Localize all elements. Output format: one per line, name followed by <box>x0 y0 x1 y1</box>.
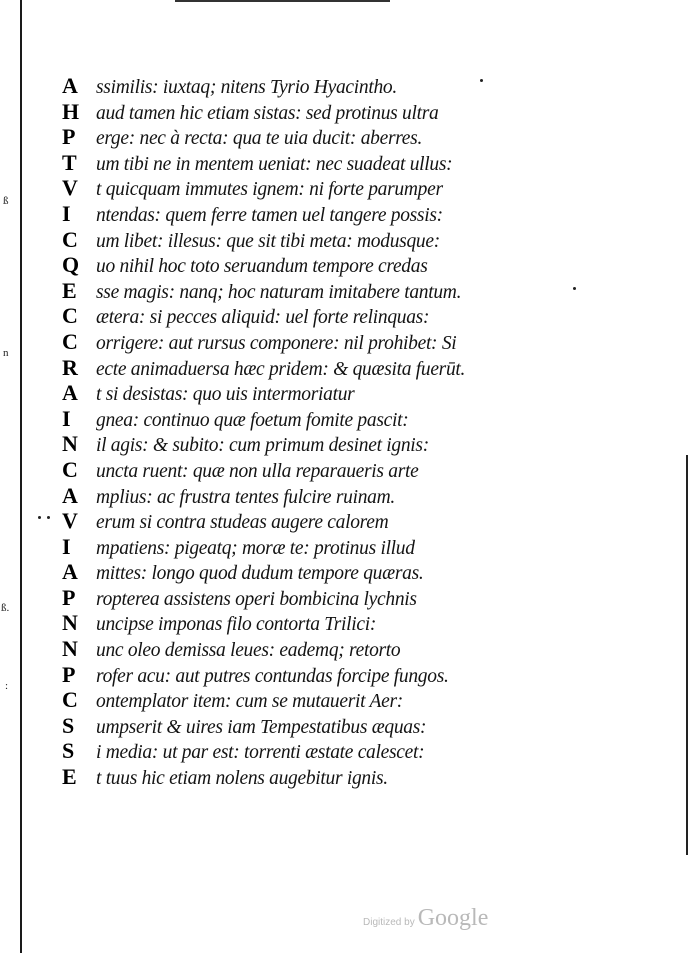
verse-line <box>62 201 642 227</box>
verse-initial: A <box>62 559 78 585</box>
page-edge-right <box>686 455 688 855</box>
verse-text: um tibi ne in mentem ueniat: nec suadeat ullus: <box>96 153 453 175</box>
verse-initial: I <box>62 200 71 226</box>
margin-mark: : <box>5 680 9 692</box>
verse-text: unc oleo demissa leues: eademq; retorto <box>96 640 401 662</box>
verse-text: i media: ut par est: torrenti æstate calescet: <box>96 742 425 764</box>
verse-text: ætera: si pecces aliquid: uel forte relinquas: <box>96 307 430 329</box>
verse-line <box>62 406 642 432</box>
ink-speck <box>38 516 41 519</box>
verse-initial: I <box>62 533 71 559</box>
verse-initial: C <box>62 226 78 252</box>
verse-initial: I <box>62 405 71 431</box>
verse-initial: C <box>62 456 78 482</box>
verse-text: erge: nec à recta: qua te uia ducit: aberres. <box>96 128 423 150</box>
verse-initial: C <box>62 687 78 713</box>
verse-line <box>62 252 642 278</box>
verse-initial: E <box>62 764 77 790</box>
verse-line <box>62 534 642 560</box>
verse-initial: A <box>62 380 78 406</box>
verse-initial: Q <box>62 252 80 278</box>
verse-line <box>62 431 642 457</box>
verse-initial: V <box>62 175 78 201</box>
verse-line <box>62 559 642 585</box>
verse-text: t quicquam immutes ignem: ni forte parumper <box>96 179 443 201</box>
verse-text: um libet: illesus: que sit tibi meta: modusque: <box>96 230 440 252</box>
verse-text: orrigere: aut rursus componere: nil prohibet: Si <box>96 332 457 354</box>
verse-initial: E <box>62 277 77 303</box>
verse-line <box>62 457 642 483</box>
verse-text: sse magis: nanq; hoc naturam imitabere tantum. <box>96 281 462 303</box>
verse-text: il agis: & subito: cum primum desinet ignis: <box>96 435 429 457</box>
verse-text: t si desistas: quo uis intermoriatur <box>96 384 355 406</box>
verse-initial: P <box>62 124 76 150</box>
verse-line <box>62 713 642 739</box>
verse-initial: C <box>62 303 78 329</box>
verse-line <box>62 355 642 381</box>
verse-text: ssimilis: iuxtaq; nitens Tyrio Hyacintho. <box>96 77 397 98</box>
verse-text: uncipse imponas filo contorta Trilici: <box>96 614 377 636</box>
verse-line <box>62 99 642 125</box>
verse-line <box>62 764 642 790</box>
top-rule <box>175 0 390 2</box>
verse-line <box>62 175 642 201</box>
verse-initial: P <box>62 584 76 610</box>
verse-line <box>62 687 642 713</box>
verse-text: ropterea assistens operi bombicina lychnis <box>96 588 417 610</box>
verse-text: ecte animaduersa hæc pridem: & quæsita fuerūt. <box>96 358 466 380</box>
verse-line <box>62 585 642 611</box>
verse-initial: A <box>62 482 78 508</box>
verse-line <box>62 508 642 534</box>
verse-text: aud tamen hic etiam sistas: sed protinus ultra <box>96 102 439 124</box>
verse-line <box>62 329 642 355</box>
verse-line <box>62 124 642 150</box>
verse-text: mittes: longo quod dudum tempore quæras. <box>96 563 424 585</box>
verse-list <box>62 73 642 790</box>
page-edge-left <box>20 0 22 953</box>
verse-text: mplius: ac frustra tentes fulcire ruinam. <box>96 486 395 508</box>
google-logo: Google <box>417 905 489 931</box>
verse-initial: R <box>62 354 78 380</box>
verse-text: uncta ruent: quæ non ulla reparaueris arte <box>96 460 419 482</box>
verse-initial: A <box>62 73 78 98</box>
verse-line <box>62 380 642 406</box>
verse-line <box>62 73 642 99</box>
google-watermark <box>363 905 488 932</box>
verse-initial: T <box>62 149 77 175</box>
verse-text: erum si contra studeas augere calorem <box>96 512 389 534</box>
verse-initial: N <box>62 431 78 457</box>
verse-line <box>62 738 642 764</box>
verse-text: t tuus hic etiam nolens augebitur ignis. <box>96 768 388 790</box>
verse-initial: N <box>62 610 78 636</box>
verse-text: umpserit & uires iam Tempestatibus æquas: <box>96 716 427 738</box>
verse-line <box>62 636 642 662</box>
verse-text: ntendas: quem ferre tamen uel tangere possis: <box>96 204 443 226</box>
margin-mark: ß. <box>1 602 10 614</box>
verse-text: gnea: continuo quæ foetum fomite pascit: <box>96 409 409 431</box>
digitized-by-label: Digitized by <box>363 917 415 928</box>
margin-mark: ß <box>3 195 9 207</box>
verse-text: rofer acu: aut putres contundas forcipe fungos. <box>96 665 449 687</box>
verse-initial: H <box>62 98 80 124</box>
verse-line <box>62 483 642 509</box>
ink-speck <box>47 516 50 519</box>
verse-initial: C <box>62 328 78 354</box>
verse-text: mpatiens: pigeatq; moræ te: protinus illud <box>96 537 415 559</box>
margin-mark: n <box>3 347 9 359</box>
verse-line <box>62 227 642 253</box>
verse-initial: V <box>62 508 78 534</box>
verse-initial: S <box>62 712 75 738</box>
verse-line <box>62 150 642 176</box>
verse-line <box>62 662 642 688</box>
verse-text: ontemplator item: cum se mutauerit Aer: <box>96 691 403 713</box>
verse-line <box>62 278 642 304</box>
verse-initial: S <box>62 738 75 764</box>
verse-line <box>62 610 642 636</box>
verse-initial: N <box>62 636 78 662</box>
verse-initial: P <box>62 661 76 687</box>
verse-line <box>62 303 642 329</box>
verse-text: uo nihil hoc toto seruandum tempore credas <box>96 256 428 278</box>
